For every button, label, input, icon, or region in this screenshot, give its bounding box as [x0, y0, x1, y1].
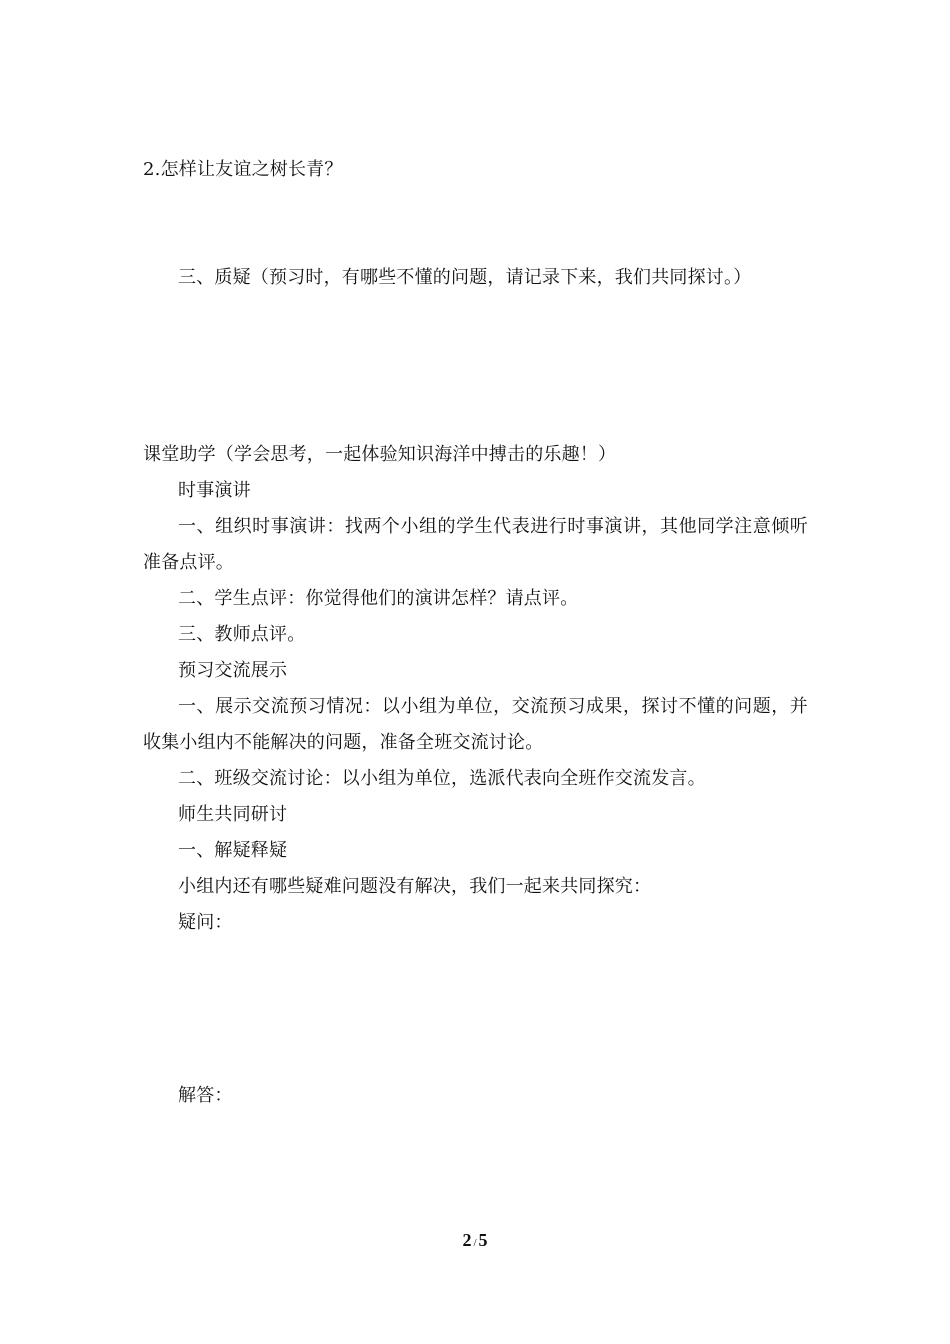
news-speech-item-1-line-2: 准备点评。	[143, 552, 234, 573]
preview-exchange-item-1-line-2: 收集小组内不能解决的问题，准备全班交流讨论。	[143, 732, 544, 753]
question-label: 疑问：	[178, 912, 233, 933]
news-speech-item-1-line-1: 一、组织时事演讲：找两个小组的学生代表进行时事演讲，其他同学注意倾听	[178, 516, 808, 537]
answer-label: 解答：	[178, 1085, 233, 1106]
preview-exchange-heading: 预习交流展示	[178, 660, 288, 681]
news-speech-item-3: 三、教师点评。	[178, 624, 306, 645]
news-speech-item-2: 二、学生点评：你觉得他们的演讲怎样？请点评。	[178, 588, 579, 609]
news-speech-heading: 时事演讲	[178, 480, 251, 501]
joint-study-item-1: 一、解疑释疑	[178, 840, 288, 861]
page-separator: /	[473, 1237, 477, 1249]
question-2: 2.怎样让友谊之树长青？	[143, 159, 343, 180]
current-page-number: 2	[462, 1230, 472, 1250]
joint-study-heading: 师生共同研讨	[178, 804, 288, 825]
preview-exchange-item-2: 二、班级交流讨论：以小组为单位，选派代表向全班作交流发言。	[178, 768, 706, 789]
class-help-heading: 课堂助学（学会思考，一起体验知识海洋中搏击的乐趣！）	[143, 444, 617, 465]
preview-exchange-item-1-line-1: 一、展示交流预习情况：以小组为单位，交流预习成果，探讨不懂的问题，并	[178, 696, 808, 717]
joint-study-prompt: 小组内还有哪些疑难问题没有解决，我们一起来共同探究：	[178, 876, 652, 897]
total-pages-number: 5	[478, 1230, 488, 1250]
page-number	[0, 1228, 950, 1255]
section-3-doubts: 三、质疑（预习时，有哪些不懂的问题，请记录下来，我们共同探讨。）	[178, 267, 752, 288]
